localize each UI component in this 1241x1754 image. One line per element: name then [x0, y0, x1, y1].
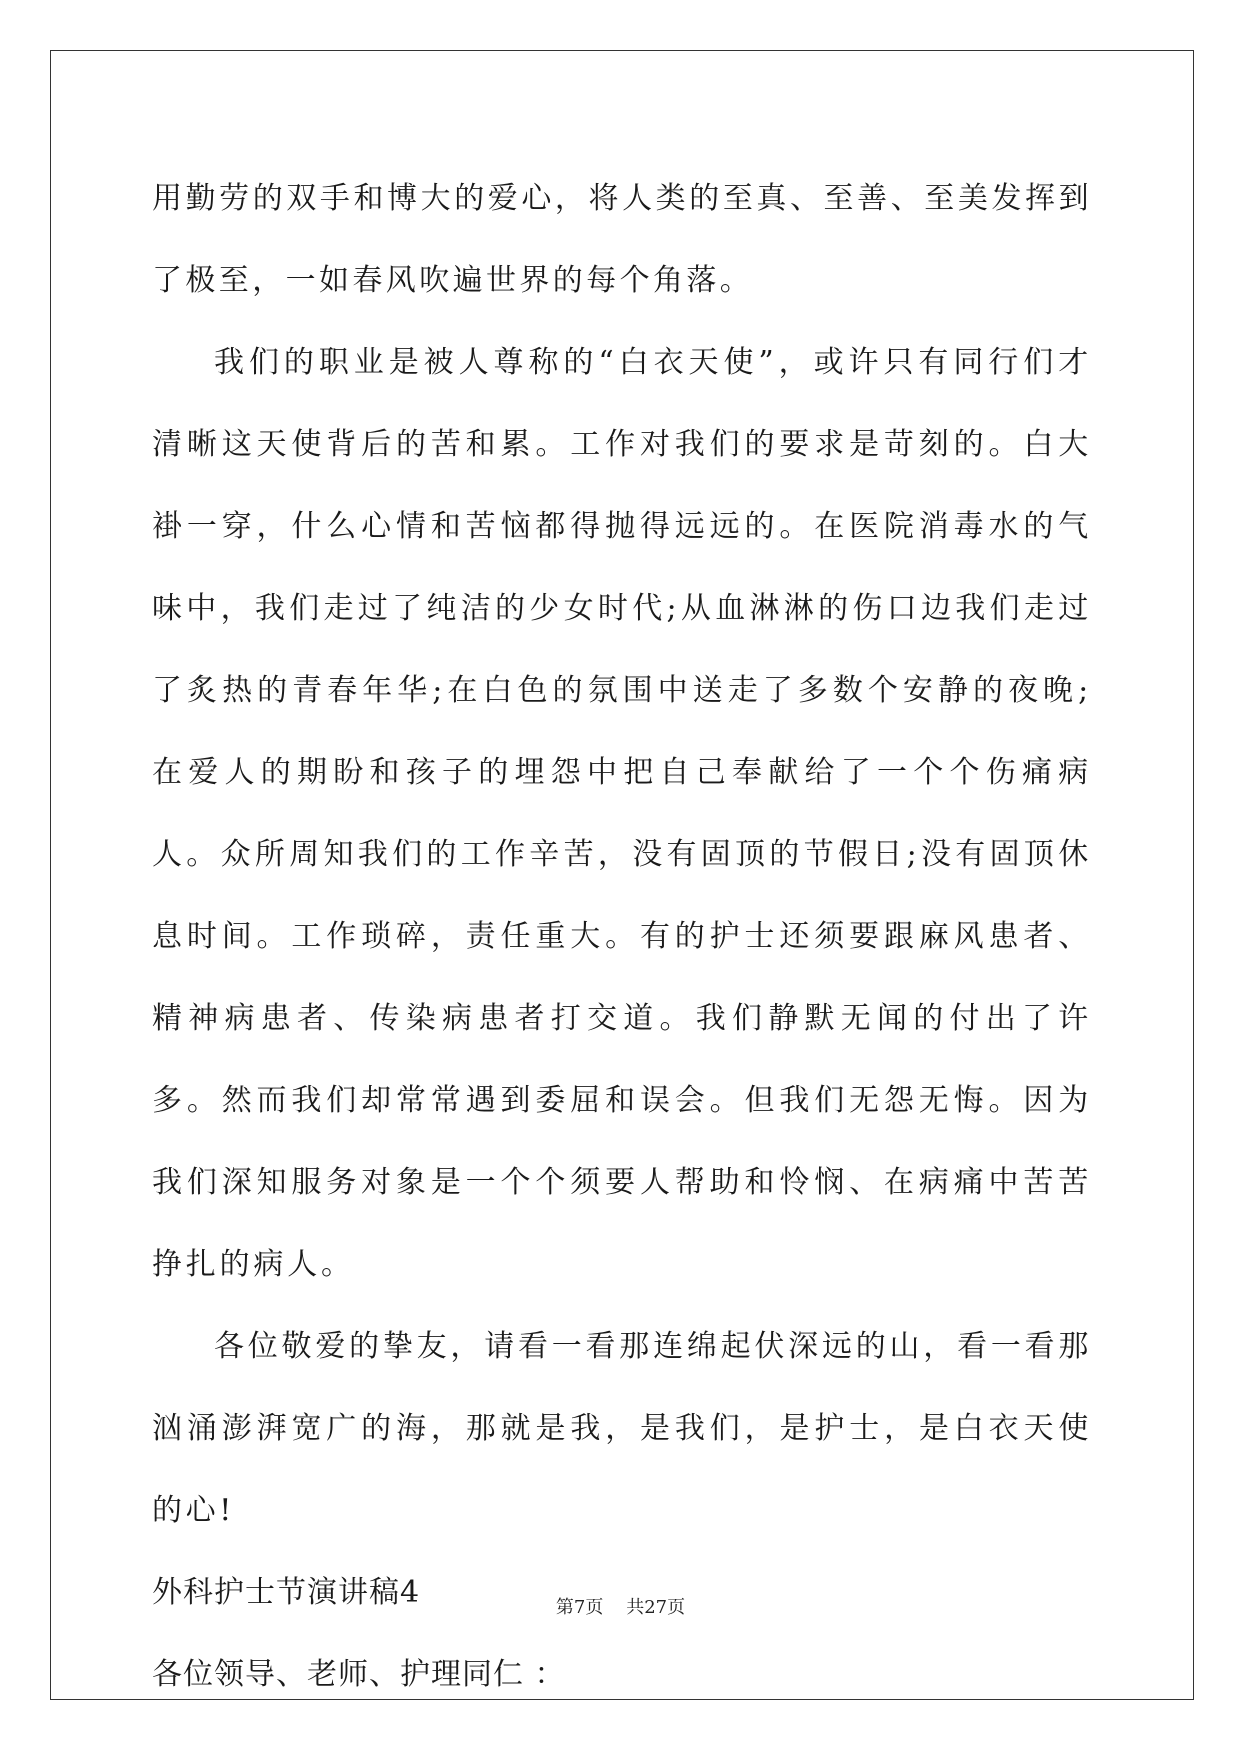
page-number-footer: 第7页 共27页: [555, 1597, 686, 1618]
paragraph-angel-profession: 我们的职业是被人尊称的“白衣天使”，或许只有同行们才清晰这天使背后的苦和累。工作对我们的要求是苛刻的。白大褂一穿，什么心情和苦恼都得抛得远远的。在医院消毒水的气味中，我们走过了纯洁的少女时代;从血淋淋的伤口边我们走过了炙热的青春年华;在白色的氛围中送走了多数个安静的夜晚;在爱人的期盼和孩子的埋怨中把自己奉献给了一个个伤痛病人。众所周知我们的工作辛苦，没有固顶的节假日;没有固顶休息时间。工作琐碎，责任重大。有的护士还须要跟麻风患者、精神病患者、传染病患者打交道。我们静默无闻的付出了许多。然而我们却常常遇到委屈和误会。但我们无怨无悔。因为我们深知服务对象是一个个须要人帮助和怜悯、在病痛中苦苦挣扎的病人。: [152, 345, 1092, 1282]
salutation: 各位领导、老师、护理同仁 ：: [152, 1657, 566, 1692]
paragraph-continuation: 用勤劳的双手和博大的爱心，将人类的至真、至善、至美发挥到了极至，一如春风吹遍世界的每个角落。: [152, 181, 1092, 298]
speech-heading: 外科护士节演讲稿4: [152, 1575, 421, 1610]
document-body: [152, 158, 1092, 1716]
paragraph-closing: 各位敬爱的挚友，请看一看那连绵起伏深远的山，看一看那汹涌澎湃宽广的海，那就是我，是我们，是护士，是白衣天使的心!: [152, 1329, 1092, 1528]
